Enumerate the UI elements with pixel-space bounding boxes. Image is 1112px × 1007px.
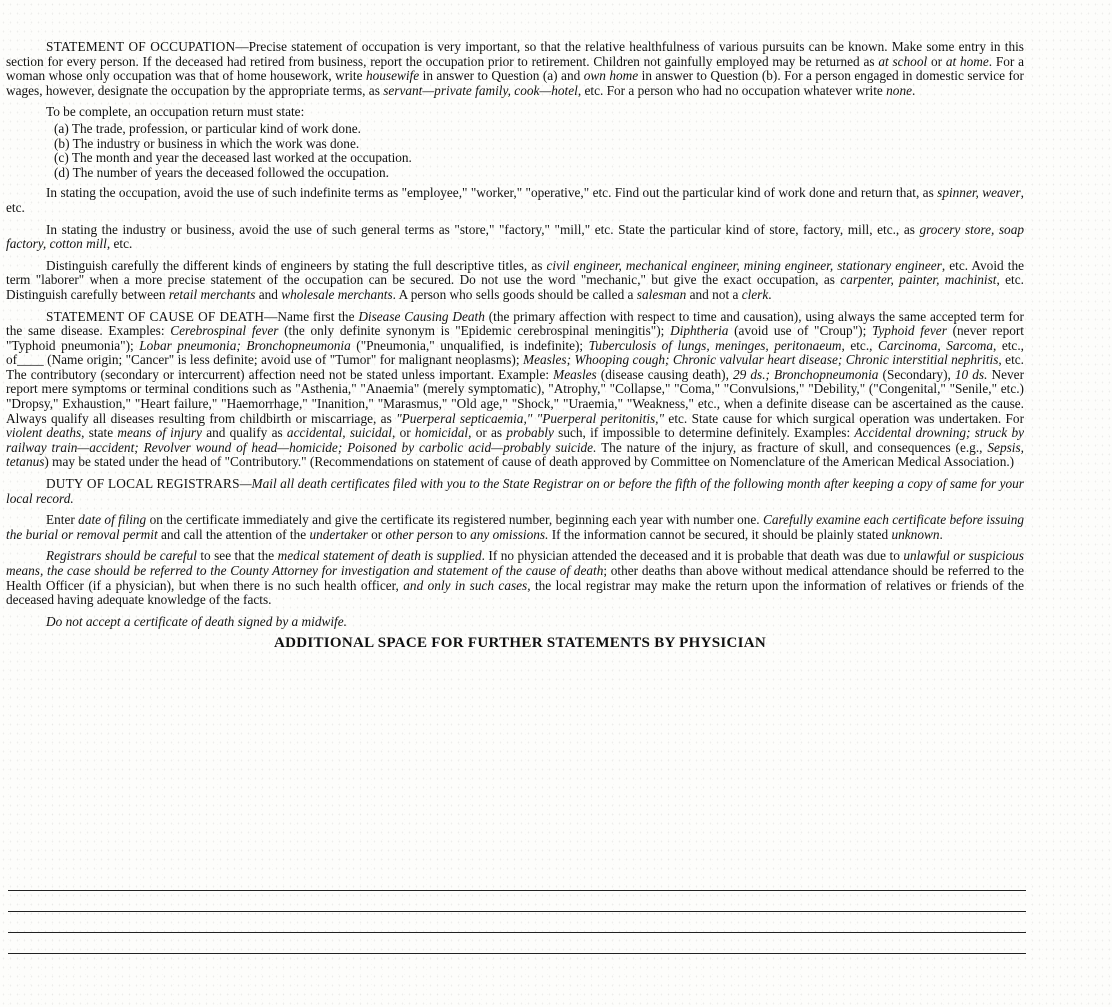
occupation-paragraph: STATEMENT OF OCCUPATION—Precise statement of occupation is very important, so that the relative healthfulness of various pursuits can be known. Make some entry in this section for every person. If the deceased had retired from business, report the occupation prior to retirement. Children not gainfully employed may be returned as at school or at home. For a woman whose only occupation was that of home housework, write housewife in answer to Question (a) and own home in answer to Question (b). For a person engaged in domestic service for wages, however, designate the occupation by the appropriate terms, as servant—private family, cook—hotel, etc. For a person who had no occupation whatever write none. [6,39,1024,98]
blank-line[interactable] [8,953,1026,954]
blank-line[interactable] [8,911,1026,912]
blank-line[interactable] [8,932,1026,933]
registrar-care-paragraph: Registrars should be careful to see that the medical statement of death is supplied. If no physician attended the deceased and it is probable that death was due to unlawful or suspicious means, the case should be referred to the County Attorney for investigation and statement of the cause of death; other deaths than above without medical attendance should be referred to the Health Officer (if a physician), but when there is no such health officer, and only in such cases, the local registrar may make the return upon the information of relatives or friends of the deceased having adequate knowledge of the facts. [6,548,1025,608]
occupation-heading: STATEMENT OF OCCUPATION [46,39,236,54]
additional-statement-lines [8,880,1026,974]
list-item: (c) The month and year the deceased last worked at the occupation. [54,150,412,166]
industry-paragraph: In stating the industry or business, avoid the use of such general terms as "store," "factory," "mill," etc. State the particular kind of store, factory, mill, etc., as grocery store, soap factory, cotton mill, etc. [6,221,1024,252]
duty-heading: DUTY OF LOCAL REGISTRARS [46,476,240,492]
list-item: (b) The industry or business in which the work was done. [54,135,360,151]
duty-paragraph: DUTY OF LOCAL REGISTRARS—Mail all death certificates filed with you to the State Registrar on or before the fifth of the following month after keeping a copy of same for your local record. [6,476,1024,506]
blank-line[interactable] [8,890,1026,891]
engineers-paragraph: Distinguish carefully the different kinds of engineers by stating the full descriptive titles, as civil engineer, mechanical engineer, mining engineer, stationary engineer, etc. Avoid the term "laborer" when a more precise statement of the occupation can be secured. Do not use the word "mechanic," but give the exact occupation, as carpenter, painter, machinist, etc. Distinguish carefully between retail merchants and wholesale merchants. A person who sells goods should be called a salesman and not a clerk. [6,257,1024,302]
occupation-requirements-intro: To be complete, an occupation return must state: [46,104,305,120]
instructions-document [6,40,1024,651]
occupation-indefinite-terms-paragraph: In stating the occupation, avoid the use of such indefinite terms as "employee," "worker," "operative," etc. Find out the particular kind of work done and return that, as spinner, weaver, etc. [6,185,1024,215]
cause-of-death-heading: STATEMENT OF CAUSE OF DEATH [46,308,265,324]
occupation-requirements-list [54,122,1024,180]
cause-of-death-paragraph: STATEMENT OF CAUSE OF DEATH—Name first the Disease Causing Death (the primary affection with respect to time and causation), using always the same accepted term for the same disease. Examples: Cerebrospinal fever (the only definite synonym is "Epidemic cerebrospinal meningitis"); Diphtheria (avoid use of "Croup"); Typhoid fever (never report "Typhoid pneumonia"); Lobar pneumonia; Bronchopneumonia ("Pneumonia," unqualified, is indefinite); Tuberculosis of lungs, meninges, peritonaeum, etc., Carcinoma, Sarcoma, etc., of____ (Name origin; "Cancer" is less definite; avoid use of "Tumor" for malignant neoplasms); Measles; Whooping cough; Chronic valvular heart disease; Chronic interstitial nephritis, etc. The contributory (secondary or intercurrent) affection need not be stated unless important. Example: Measles (disease causing death), 29 ds.; Bronchopneumonia (Secondary), 10 ds. Never report mere symptoms or terminal conditions such as "Asthenia," "Anaemia" (merely symptomatic), "Atrophy," "Collapse," "Coma," "Convulsions," "Debility," ("Congenital," "Senile," etc.) "Dropsy," Exhaustion," "Heart failure," "Haemorrhage," "Inanition," "Marasmus," "Old age," "Shock," "Uraemia," "Weakness," etc., when a definite disease can be ascertained as the cause. Always qualify all diseases resulting from childbirth or miscarriage, as "Puerperal septicaemia," "Puerperal peritonitis," etc. State cause for which surgical operation was undertaken. For violent deaths, state means of injury and qualify as accidental, suicidal, or homicidal, or as probably such, if impossible to determine definitely. Examples: Accidental drowning; struck by railway train—accident; Revolver wound of head—homicide; Poisoned by carbolic acid—probably suicide. The nature of the injury, as fracture of skull, and consequences (e.g., Sepsis, tetanus) may be stated under the head of "Contributory." (Recommendations on statement of cause of death approved by Committee on Nomenclature of the American Medical Association.) [6,308,1025,470]
additional-space-heading: ADDITIONAL SPACE FOR FURTHER STATEMENTS BY PHYSICIAN [273,635,767,652]
list-item: (a) The trade, profession, or particular kind of work done. [54,120,361,136]
filing-paragraph: Enter date of filing on the certificate immediately and give the certificate its registered number, beginning each year with number one. Carefully examine each certificate before issuing the burial or removal permit and call the attention of the undertaker or other person to any omissions. If the information cannot be secured, it should be plainly stated unknown. [6,512,1024,542]
list-item: (d) The number of years the deceased followed the occupation. [54,164,389,180]
midwife-paragraph: Do not accept a certificate of death signed by a midwife. [46,613,347,629]
